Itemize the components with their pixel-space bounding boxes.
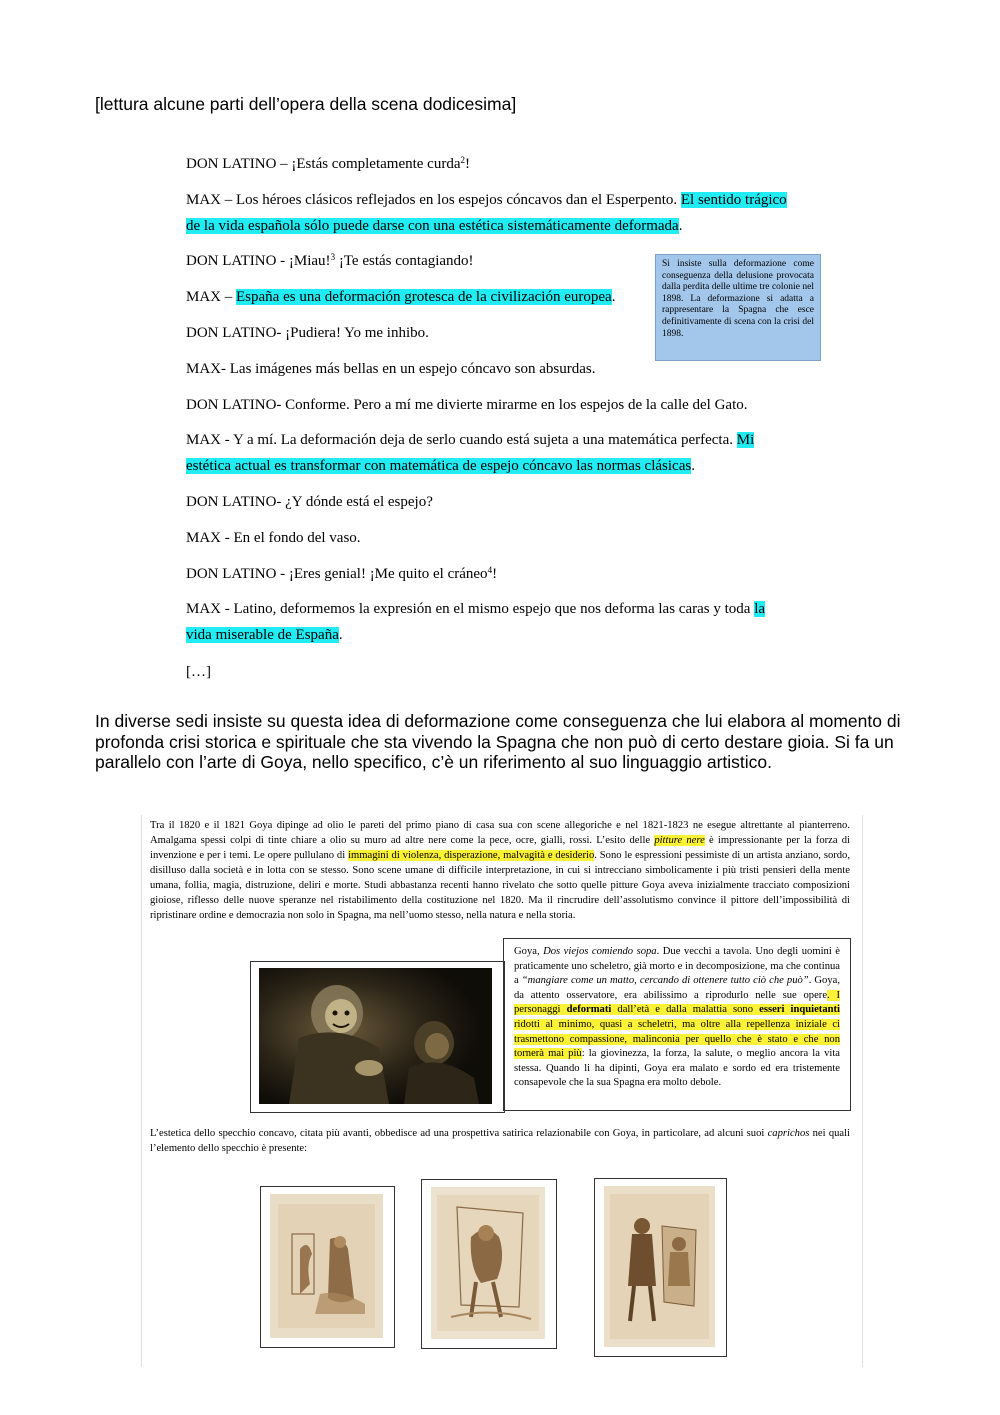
dialogue-line: MAX – España es una deformación grotesca de la civilización europea. — [186, 289, 616, 305]
dialogue-line: DON LATINO- Conforme. Pero a mí me divierte mirarme en los espejos de la calle del Gato. — [186, 397, 748, 413]
dialogue-line: DON LATINO- ¿Y dónde está el espejo? — [186, 494, 433, 510]
ellipsis: […] — [186, 664, 211, 680]
commentary-paragraph: In diverse sedi insiste su questa idea di deformazione come conseguenza che lui elabora al momento di profonda crisi storica e spirituale che sta vivendo la Spagna che non può di certo destare gioia. Si fa un parallelo con l’arte di Goya, nello specifico, c’è un riferimento al suo linguaggio artistico. — [95, 711, 901, 772]
highlight: Mi estética actual es transformar con matemática de espejo cóncavo las normas clásicas — [186, 432, 755, 474]
side-note: Si insiste sulla deformazione come conseguenza della delusione provocata dalla perdita delle ultime tre colonie nel 1898. La deformazione si adatta a rappresentare la Spagna che esce definitivamente di scena con la crisi del 1898. — [655, 254, 821, 361]
highlight: immagini di violenza, disperazione, malvagità e desiderio — [348, 850, 595, 861]
painting-caption: Goya, Dos viejos comiendo sopa. Due vecchi a tavola. Uno degli uomini è praticamente uno scheletro, già morto e in decomposizione, ma che continua a “mangiare come un matto, cercando di ottenere tutto ciò che può”. Goya, da attento osservatore, era abilissimo a riprodurlo nelle sue opere. I personaggi deformati dall’età e dalla malattia sono esseri inquietanti ridotti al minimo, quasi a scheletri, ma oltre alla repellenza iniziale ci trasmettono compassione, malinconia per quello che è stato e che non tornerà mai più: la giovinezza, la forza, la salute, o meglio ancora la vita stessa. Quando li ha dipinti, Goya era malato e sordo ed era tristemente consapevole che la sua Spagna era molto debole. — [503, 938, 851, 1111]
section-heading: [lettura alcune parti dell’opera della scena dodicesima] — [95, 94, 517, 114]
painting-dos-viejos-comiendo-sopa — [259, 968, 492, 1104]
capricho-etching-1 — [270, 1194, 383, 1338]
dialogue-line: DON LATINO - ¡Miau!$^3$ ¡Te estás contagiando! — [186, 252, 474, 269]
dialogue-line: DON LATINO – ¡Estás completamente curda$^2$! — [186, 155, 470, 172]
dialogue-line: DON LATINO - ¡Eres genial! ¡Me quito el cráneo$^4$! — [186, 565, 498, 582]
highlight: España es una deformación grotesca de la civilización europea — [236, 289, 612, 305]
dialogue-line: MAX - Y a mí. La deformación deja de serlo cuando está sujeta a una matemática perfecta. Mi estética actual es transformar con matemática de espejo cóncavo las normas clásicas. — [186, 432, 755, 474]
highlight: la vida miserable de España — [186, 601, 766, 643]
dialogue-line: MAX - En el fondo del vaso. — [186, 530, 361, 546]
dialogue-line: MAX - Latino, deformemos la expresión en el mismo espejo que nos deforma las caras y toda la vida miserable de España. — [186, 601, 766, 643]
excerpt-paragraph: Tra il 1820 e il 1821 Goya dipinge ad olio le pareti del primo piano di casa sua con scene allegoriche e nel 1821-1823 ne esegue altrettante al pianterreno. Amalgama spessi colpi di tinte chiare a olio su muro ad altre nere come la pece, ocre, gialli, rossi. L’esito delle pitture nere è impressionante per la forza di invenzione e per i temi. Le opere pullulano di immagini di violenza, disperazione, malvagità e desiderio. Sono le espressioni pessimiste di un artista anziano, sordo, disilluso dalla società e in lotta con se stesso. Sono scene umane di difficile interpretazione, in cui si intrecciano simbolicamente i più tristi pensieri della mente umana, follia, magia, distruzione, deliri e morte. Studi abbastanza recenti hanno rivelato che sotto quelle pitture Goya aveva inizialmente tracciato composizioni gioiose, riflesso delle nuove speranze nel ristabilimento della costituzione nel 1820. Ma il rincrudire dell’assolutismo convince il pittore dell’impossibilità di ripristinare ordine e democrazia non solo in Spagna, ma nell’uomo stesso, nella natura e nella storia. — [150, 820, 851, 921]
dialogue-line: MAX – Los héroes clásicos reflejados en los espejos cóncavos dan el Esperpento. El sentido trágico de la vida española sólo puede darse con una estética sistemáticamente deformada. — [186, 192, 787, 234]
capricho-etching-3 — [604, 1186, 715, 1347]
highlight: El sentido trágico de la vida española sólo puede darse con una estética sistemáticamente deformada — [186, 192, 787, 234]
dialogue-line: MAX- Las imágenes más bellas en un espejo cóncavo son absurdas. — [186, 361, 596, 377]
capricho-etching-2 — [431, 1187, 545, 1339]
excerpt-paragraph: L’estetica dello specchio concavo, citata più avanti, obbedisce ad una prospettiva satirica relazionabile con Goya, in particolare, ad alcuni suoi caprichos nei quali l’elemento dello specchio è presente: — [150, 1128, 850, 1154]
dialogue-line: DON LATINO- ¡Pudiera! Yo me inhibo. — [186, 325, 429, 341]
